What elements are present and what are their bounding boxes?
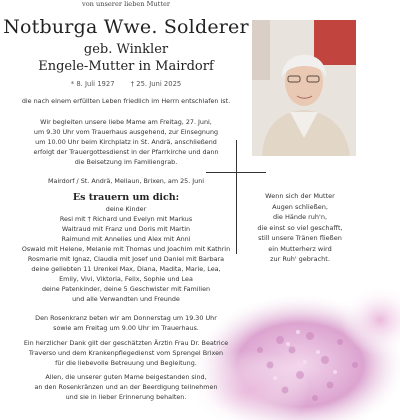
cross-bar [206, 172, 266, 173]
verse-line: zur Ruh' gebracht. [270, 255, 330, 263]
funeral-info [0, 117, 252, 167]
verse-line: still unsere Tränen fließen [258, 234, 342, 242]
honorary-title: Engele-Mutter in Mairdorf [38, 59, 214, 74]
intro-text: von unserer lieben Mutter [81, 0, 171, 8]
child-line: Oswald mit Helene, Melanie mit Thomas und Joachim mit Kathrin [21, 245, 231, 253]
passing-note: die nach einem erfüllten Leben friedlich im Herrn entschlafen ist. [21, 97, 231, 105]
funeral-line: erfolgt der Trauergottesdienst in der Pfarrkirche und dann [33, 148, 219, 156]
closing-info [0, 372, 252, 402]
child-line: Rosmarie mit Ignaz, Claudia mit Josef und Daniel mit Barbara [27, 255, 225, 263]
place-date: Mairdorf / St. Andrä, Mellaun, Brixen, am 25. Juni [47, 177, 205, 185]
closing-line: Allen, die unserer guten Mame beigestanden sind, [45, 373, 207, 381]
verse-line: die Hände ruh'n, [272, 213, 328, 221]
portrait-photo [252, 20, 356, 156]
funeral-line: die Beisetzung im Familiengrab. [74, 158, 178, 166]
closing-line: und sie in lieber Erinnerung behalten. [65, 393, 187, 401]
grandchildren-line: deine geliebten 11 Urenkel Max, Diana, Madita, Marie, Lea, [31, 265, 221, 273]
memorial-verse [256, 191, 344, 265]
verse-line: die einst so viel geschafft, [257, 223, 343, 232]
rosary-line: sowie am Freitag um 9.00 Uhr im Trauerhaus. [53, 324, 199, 332]
birth-date: * 8. Juli 1927 [70, 80, 115, 88]
children-label: deine Kinder [105, 205, 147, 213]
closing-line: an den Rosenkränzen und an der Beerdigung teilnehmen [34, 383, 218, 391]
funeral-line: um 10.00 Uhr beim Kirchplatz in St. Andrä, anschließend [35, 138, 217, 146]
verse-line: Wenn sich der Mutter [265, 192, 335, 200]
funeral-line: um 9.30 Uhr vom Trauerhaus ausgehend, zur Einsegnung [33, 128, 219, 136]
thanks-line: Traverso und dem Krankenpflegedienst vom Sprengel Brixen [28, 349, 224, 357]
others-line: deine Patenkinder, deine 5 Geschwister mit Familien [41, 285, 211, 293]
grandchildren-line: Emily, Vivi, Viktoria, Felix, Sophie und Lea [59, 275, 193, 283]
child-line: Resi mit † Richard und Evelyn mit Markus [59, 215, 193, 223]
mourners-list [0, 204, 252, 304]
death-date: † 25. Juni 2025 [130, 80, 182, 88]
verse-line: ein Mutterherz wird [268, 244, 332, 253]
verse-line: Augen schließen, [272, 202, 328, 211]
rosary-info [0, 313, 252, 333]
life-dates [0, 80, 252, 88]
thanks-line: Ein herzlicher Dank gilt der geschätzten Ärztin Frau Dr. Beatrice [23, 339, 229, 347]
birth-name: geb. Winkler [83, 42, 169, 57]
others-line: und alle Verwandten und Freunde [72, 295, 180, 303]
cross-icon [236, 140, 237, 254]
thanks-line: für die liebevolle Betreuung und Begleitung. [55, 359, 197, 367]
thanks-info [0, 338, 252, 368]
funeral-line: Wir begleiten unsere liebe Mame am Freitag, 27. Juni, [40, 118, 212, 126]
deceased-name: Notburga Wwe. Solderer [3, 16, 249, 38]
child-line: Waltraud mit Franz und Doris mit Martin [61, 225, 191, 233]
rosary-line: Den Rosenkranz beten wir am Donnerstag um 19.30 Uhr [35, 314, 217, 322]
child-line: Raimund mit Annelies und Alex mit Anni [61, 235, 191, 243]
mourning-heading: Es trauern um dich: [72, 192, 180, 203]
